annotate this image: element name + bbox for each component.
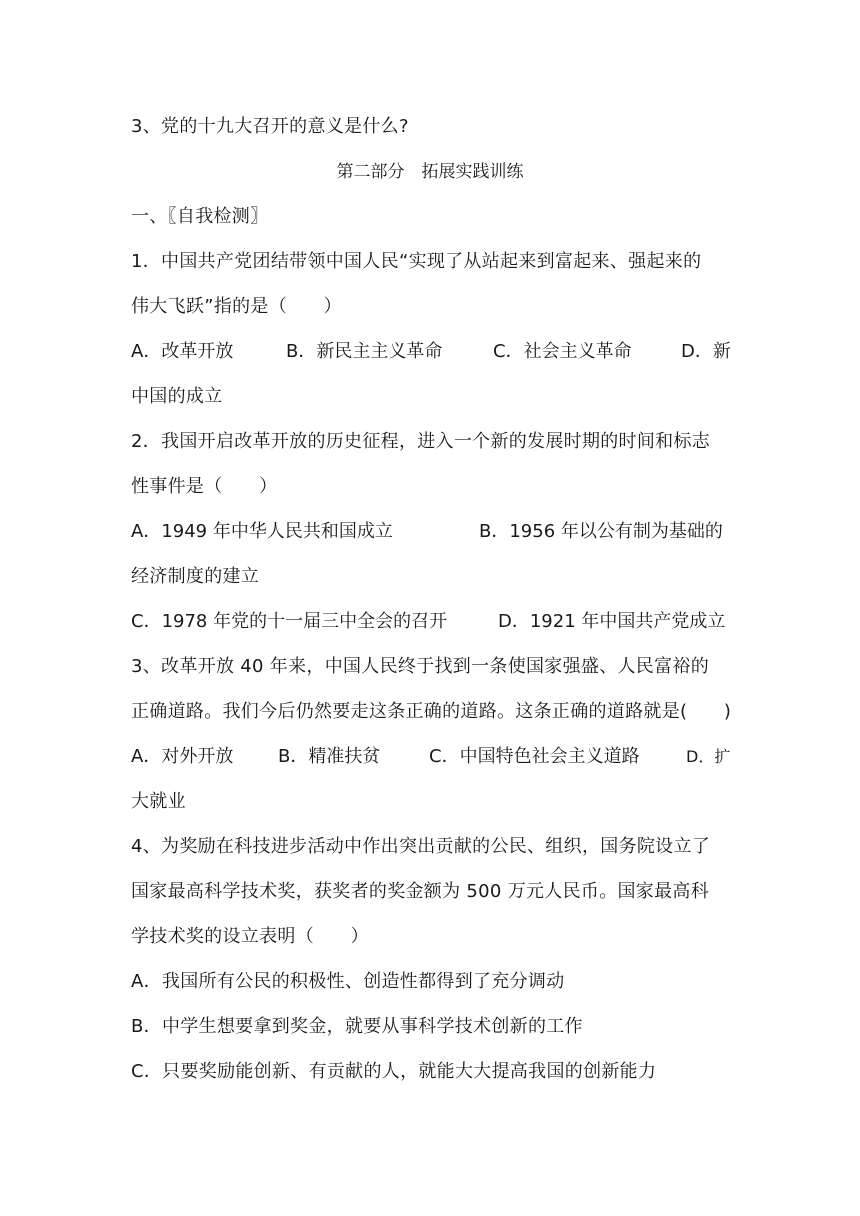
- q1-option-d: D．新: [681, 341, 731, 362]
- q2-options-row1: [131, 520, 731, 544]
- q2-stem-line2: 性事件是（ ）: [131, 476, 278, 497]
- q1-option-a: A．改革开放: [131, 341, 234, 362]
- q2-options-row2: [131, 610, 731, 634]
- q3-option-d-cont: 大就业: [131, 791, 186, 812]
- q2-option-b-cont: 经济制度的建立: [131, 566, 260, 587]
- q4-option-b: B．中学生想要拿到奖金，就要从事科学技术创新的工作: [131, 1016, 583, 1037]
- q3-options: [131, 745, 731, 769]
- q3-option-a: A．对外开放: [131, 746, 234, 767]
- q2-option-d: D．1921 年中国共产党成立: [498, 611, 726, 632]
- q3-stem-line1: 3、改革开放 40 年来，中国人民终于找到一条使国家强盛、人民富裕的: [131, 656, 709, 677]
- q3-option-d: D．扩: [686, 747, 731, 766]
- q1-options: [131, 340, 731, 364]
- q3-option-c: C．中国特色社会主义道路: [429, 746, 640, 767]
- q3-option-b: B．精准扶贫: [278, 746, 381, 767]
- q1-option-d-cont: 中国的成立: [131, 386, 223, 407]
- section-title: 第二部分 拓展实践训练: [336, 162, 524, 182]
- q3-stem-line2: 正确道路。我们今后仍然要走这条正确的道路。这条正确的道路就是( ): [131, 701, 732, 722]
- q1-option-b: B．新民主主义革命: [286, 341, 443, 362]
- q1-stem-line2: 伟大飞跃”指的是（ ）: [131, 296, 342, 317]
- self-check-heading: 一、〖自我检测〗: [131, 206, 269, 227]
- q4-stem-line3: 学技术奖的设立表明（ ）: [131, 926, 369, 947]
- question-significance: 3、党的十九大召开的意义是什么?: [131, 116, 409, 137]
- q2-option-b: B．1956 年以公有制为基础的: [479, 521, 723, 542]
- q1-option-c: C．社会主义革命: [493, 341, 632, 362]
- q2-stem-line1: 2．我国开启改革开放的历史征程，进入一个新的发展时期的时间和标志: [131, 431, 711, 452]
- q4-stem-line1: 4、为奖励在科技进步活动中作出突出贡献的公民、组织，国务院设立了: [131, 836, 711, 857]
- q1-stem-line1: 1．中国共产党团结带领中国人民“实现了从站起来到富起来、强起来的: [131, 251, 702, 272]
- q4-option-a: A．我国所有公民的积极性、创造性都得到了充分调动: [131, 971, 565, 992]
- q4-option-c: C．只要奖励能创新、有贡献的人，就能大大提高我国的创新能力: [131, 1061, 657, 1082]
- q4-stem-line2: 国家最高科学技术奖，获奖者的奖金额为 500 万元人民币。国家最高科: [131, 881, 709, 902]
- q2-option-a: A．1949 年中华人民共和国成立: [131, 521, 393, 542]
- q2-option-c: C．1978 年党的十一届三中全会的召开: [131, 611, 448, 632]
